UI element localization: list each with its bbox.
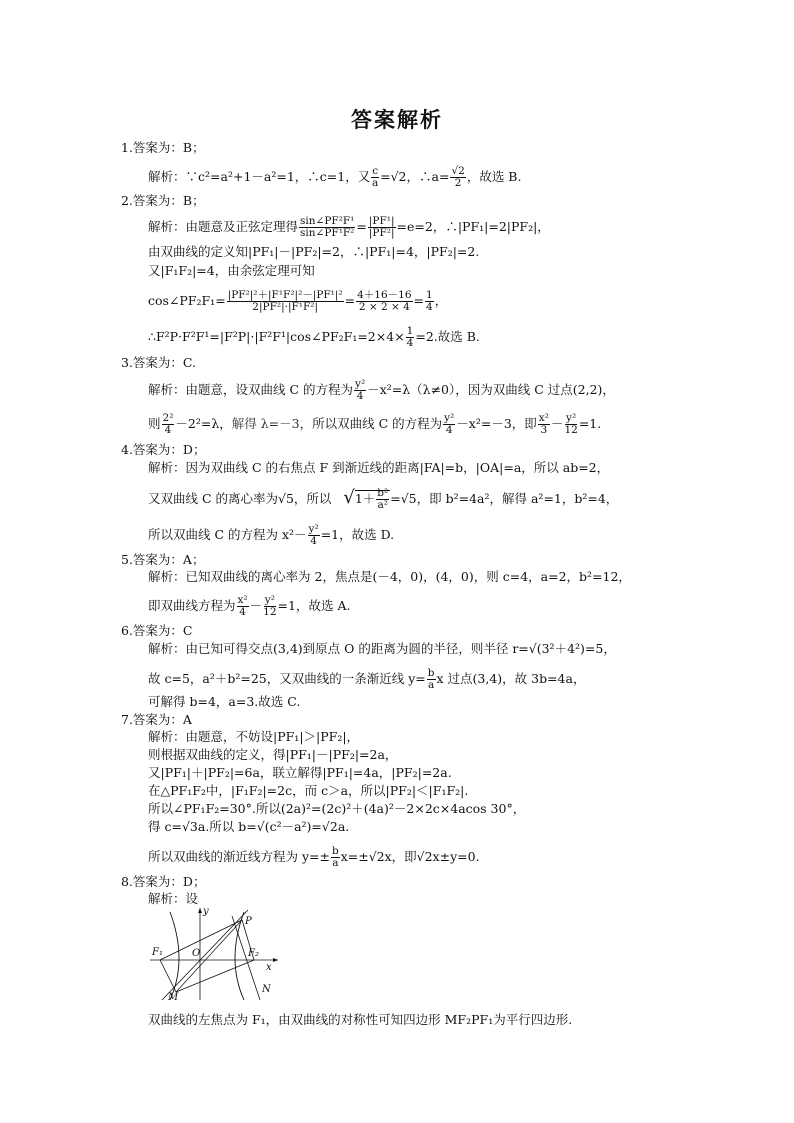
q7-line-2: 则根据双曲线的定义，得|PF₁|－|PF₂|=2a， — [148, 747, 398, 762]
q2-text-1: 由题意及正弦定理得 — [185, 219, 299, 234]
q7-l7a: 所以双曲线的渐近线方程为 y=± — [148, 849, 330, 864]
y-axis-arrow — [198, 908, 202, 913]
q1-frac-num: c — [372, 165, 379, 177]
q3-text-2: －x²=λ（λ≠0），因为双曲线 C 过点(2,2)， — [367, 382, 615, 397]
q5-frac2-den: 12 — [263, 606, 277, 618]
q4-frac-2 — [308, 524, 320, 547]
q7-line-5: 所以∠PF₁F₂=30°.所以(2a)²=(2c)²＋(4a)²－2×2c×4acos 30°， — [148, 801, 526, 816]
q5-line-1 — [148, 569, 631, 585]
right-branch — [235, 912, 244, 1000]
q2-frac-sin — [299, 216, 355, 239]
q7-frac-1 — [331, 846, 340, 869]
q5-frac-2 — [263, 595, 276, 618]
q2-cos-head: cos∠PF₂F₁= — [148, 293, 226, 308]
q3-line-1 — [148, 379, 615, 402]
q3-l2g: =1. — [578, 416, 602, 431]
q6-line-3: 可解得 b=4，a=3.故选 C. — [148, 694, 301, 709]
q1-text-1: ∵c²=a²+1－a²=1，∴c=1，又 — [185, 169, 371, 184]
q2-frac-pf — [368, 216, 396, 239]
q3-frac4-num: x² — [538, 412, 549, 424]
label-o: O — [192, 948, 201, 959]
q8-last-line: 双曲线的左焦点为 F₁，由双曲线的对称性可知四边形 MF₂PF₁为平行四边形. — [148, 1012, 573, 1027]
q2-frac3-num: |PF²|²＋|F¹F²|²－|PF¹|² — [227, 289, 343, 301]
q7-frac1-den: a — [332, 857, 339, 869]
q2-frac6-den: 4 — [406, 337, 414, 349]
q2-frac-cos — [227, 290, 344, 313]
label-jiexi: 解析： — [148, 169, 186, 184]
x-axis-arrow — [273, 958, 278, 962]
q6-line-2 — [148, 668, 585, 691]
q1-frac2-den: 2 — [454, 177, 462, 189]
q3-frac-2 — [162, 413, 175, 436]
q2-answer: 2.答案为：B； — [121, 193, 205, 208]
q6-frac1-num: b — [427, 667, 435, 679]
label-m: M — [168, 992, 179, 1002]
q2-tail: ， — [434, 293, 448, 308]
q5-l2b: － — [249, 598, 263, 613]
label-f1: F₁ — [152, 947, 163, 958]
q1-text-2: =√2，∴a= — [380, 169, 450, 184]
q2-line5-a: ∴F²P·F²F¹=|F²P|·|F²F¹|cos∠PF₂F₁=2×4× — [148, 329, 405, 344]
q4-text-1: 因为双曲线 C 的右焦点 F 到渐近线的距离|FA|=b，|OA|=a，所以 ab=2， — [185, 460, 610, 475]
q4-frac1-num: b² — [377, 487, 389, 499]
q3-l2b: －2²=λ， — [175, 416, 232, 431]
q5-frac1-num: x² — [237, 594, 248, 606]
q4-line-1 — [148, 460, 609, 476]
label-x: x — [266, 962, 272, 973]
q2-frac2-den: |PF²| — [368, 227, 395, 239]
q1-frac-sqrt2-2 — [450, 166, 465, 189]
label-jiexi: 解析： — [148, 729, 186, 744]
q7-answer: 7.答案为：A — [121, 712, 192, 727]
q4-l2c: =√5，即 b²=4a²，解得 a²=1，b²=4， — [390, 491, 619, 506]
q3-l2c: 解得 λ=－3， — [231, 416, 313, 431]
q3-line-2 — [148, 413, 601, 436]
q3-l2f: － — [550, 416, 564, 431]
q2-line-1 — [148, 216, 550, 239]
label-f2: F₂ — [248, 948, 259, 959]
q3-frac-1 — [354, 379, 366, 402]
label-jiexi: 解析： — [148, 382, 186, 397]
q3-l2e: －x²=－3，即 — [456, 416, 537, 431]
hyperbola-figure — [148, 902, 283, 1002]
q3-frac5-den: 12 — [564, 424, 578, 436]
q3-frac3-den: 4 — [445, 424, 453, 436]
q3-frac2-num: 2² — [162, 412, 174, 424]
q1-frac-c-a — [371, 166, 379, 189]
q3-answer: 3.答案为：C. — [121, 355, 197, 370]
q6-frac-1 — [427, 668, 436, 691]
q4-l3b: =1，故选 D. — [320, 527, 395, 542]
q4-frac2-num: y² — [308, 523, 319, 535]
q4-frac-1 — [376, 488, 389, 511]
q2-text-2: =e=2，∴|PF₁|=2|PF₂|， — [396, 219, 550, 234]
label-jiexi: 解析： — [148, 641, 186, 656]
q4-l2b: 1＋ — [354, 491, 376, 506]
q4-answer: 4.答案为：D； — [121, 442, 206, 457]
q3-frac5-num: y² — [566, 412, 577, 424]
q7-line-4: 在△PF₁F₂中，|F₁F₂|=2c，而 c＞a，所以|PF₂|＜|F₁F₂|. — [148, 783, 469, 798]
q7-line-7 — [148, 846, 480, 869]
q8-answer: 8.答案为：D； — [121, 874, 206, 889]
q4-sqrt-expr — [354, 487, 390, 511]
q7-l7b: x=±√2x，即√2x±y=0. — [340, 849, 480, 864]
q8-line-1: 解析：设 — [148, 891, 199, 906]
q4-frac1-den: a² — [377, 499, 388, 511]
q6-text-1: 由已知可得交点(3,4)到原点 O 的距离为圆的半径，则半径 r=√(3²＋4²)=5， — [185, 641, 616, 656]
q5-l2c: =1，故选 A. — [277, 598, 351, 613]
q5-l2a: 即双曲线方程为 — [148, 598, 236, 613]
q2-frac3-den: 2|PF²|·|F¹F²| — [252, 301, 319, 313]
q2-line-3: 又|F₁F₂|=4，由余弦定理可知 — [148, 263, 315, 278]
q7-frac1-num: b — [331, 845, 339, 857]
q2-frac-nums — [356, 290, 412, 313]
q6-line-1 — [148, 641, 616, 657]
q4-line-3 — [148, 524, 394, 547]
q2-frac1-den: sin∠PF¹F² — [300, 227, 355, 239]
q2-line-2: 由双曲线的定义知|PF₁|－|PF₂|=2，∴|PF₁|=4，|PF₂|=2. — [148, 244, 480, 259]
q4-line-2: 又双曲线 C 的离心率为√5，所以 √1＋ $\frac{\text{b²}}{\text{a²}}$ =√5，即 b²=4a²，解得 a²=1，b²=4， — [148, 487, 619, 511]
q4-frac2-den: 4 — [310, 535, 317, 547]
q5-frac1-den: 4 — [239, 606, 246, 618]
q3-l2d: 所以双曲线 C 的方程为 — [312, 416, 443, 431]
label-p: P — [245, 916, 252, 927]
q6-answer: 6.答案为：C — [121, 623, 193, 638]
q1-frac2-num: √2 — [451, 165, 465, 177]
q3-frac3-num: y² — [444, 412, 455, 424]
q7-line-1 — [148, 729, 359, 745]
q4-l3a: 所以双曲线 C 的方程为 x²－ — [148, 527, 307, 542]
q3-frac1-den: 4 — [356, 390, 364, 402]
page-title: 答案解析 — [351, 107, 443, 132]
q2-frac5-num: 1 — [426, 289, 433, 301]
parallelogram — [160, 920, 254, 992]
q7-text-1: 由题意，不妨设|PF₁|＞|PF₂|， — [185, 729, 360, 744]
q5-answer: 5.答案为：A； — [121, 552, 205, 567]
q5-frac2-num: y² — [264, 594, 275, 606]
q3-frac-3 — [443, 413, 455, 436]
q2-frac-quarter — [425, 290, 434, 313]
q2-frac4-num: 4＋16－16 — [357, 289, 412, 301]
q7-line-3: 又|PF₁|＋|PF₂|=6a，联立解得|PF₁|=4a，|PF₂|=2a. — [148, 765, 452, 780]
q3-text-1: 由题意，设双曲线 C 的方程为 — [185, 382, 354, 397]
diagonal-mp — [176, 920, 242, 992]
q1-solution — [148, 166, 521, 189]
q3-frac2-den: 4 — [164, 424, 172, 436]
q2-frac6-num: 1 — [406, 325, 414, 337]
q6-frac1-den: a — [428, 679, 435, 691]
q2-frac2-num: |PF¹| — [368, 215, 395, 227]
q4-l2a: 又双曲线 C 的离心率为√5，所以 — [148, 491, 332, 506]
q3-frac-4 — [538, 413, 550, 436]
q3-frac1-num: y² — [355, 378, 366, 390]
label-jiexi: 解析： — [148, 219, 186, 234]
q2-frac4-den: 2 × 2 × 4 — [358, 301, 410, 313]
q1-frac-den: a — [372, 177, 379, 189]
q2-frac-final — [406, 326, 415, 349]
q3-l2a: 则 — [148, 416, 161, 431]
q2-line5-b: =2.故选 B. — [415, 329, 480, 344]
q5-text-1: 已知双曲线的离心率为 2，焦点是(－4，0)，(4，0)，则 c=4，a=2，b²=12， — [185, 569, 631, 584]
q5-line-2 — [148, 595, 350, 618]
label-y: y — [203, 906, 209, 917]
q6-l2a: 故 c=5，a²＋b²=25，又双曲线的一条渐近线 y= — [148, 671, 426, 686]
q2-frac5-den: 4 — [426, 301, 433, 313]
q3-frac-5 — [564, 413, 577, 436]
q2-line-5 — [148, 326, 480, 349]
q2-frac1-num: sin∠PF²F¹ — [300, 215, 355, 227]
q1-text-3: ，故选 B. — [466, 169, 522, 184]
q3-frac4-den: 3 — [540, 424, 548, 436]
label-n: N — [262, 984, 271, 995]
q7-line-6: 得 c=√3a.所以 b=√(c²－a²)=√2a. — [148, 819, 350, 834]
q2-line-4: cos∠PF₂F₁= $\frac{\text{|PF²|²＋|F¹F²|²－|PF¹|²}}{\text{2|PF²|·|F¹F²|}}$ = $\frac{4+16-16}{2 \times 2 \times 4}$ = $\frac{1}{4}$ ， — [148, 289, 448, 313]
q6-l2b: x 过点(3,4)，故 3b=4a， — [436, 671, 586, 686]
label-jiexi: 解析： — [148, 460, 186, 475]
label-jiexi: 解析： — [148, 569, 186, 584]
q5-frac-1 — [237, 595, 249, 618]
q2-eq: = — [356, 219, 367, 234]
q1-answer: 1.答案为：B； — [121, 140, 205, 155]
